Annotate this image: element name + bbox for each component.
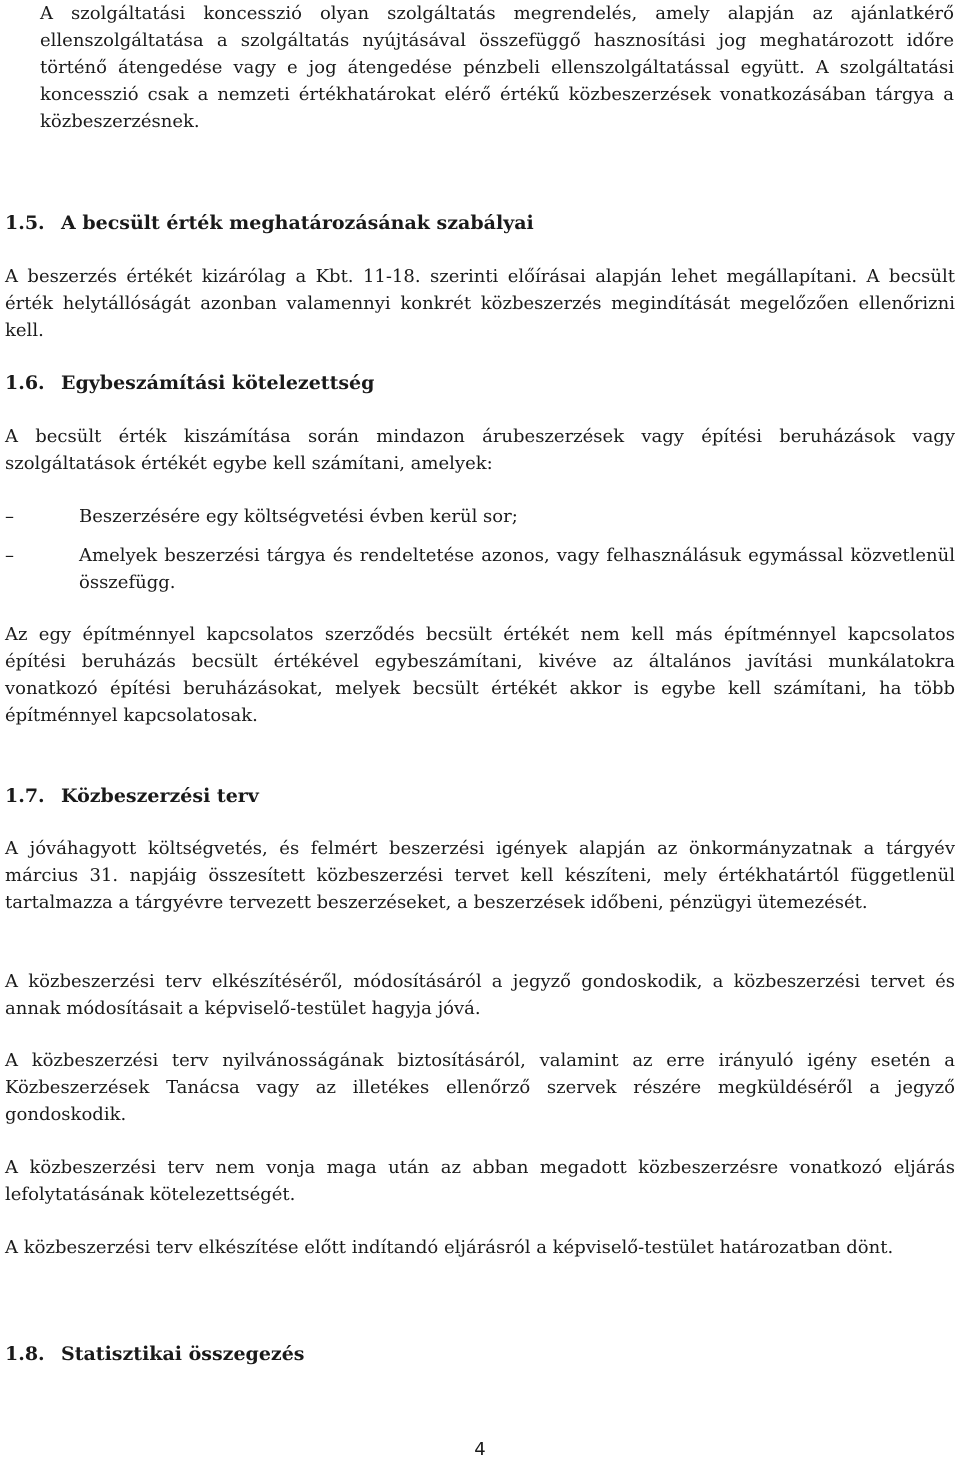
list-item (5, 503, 955, 530)
section-number: 1.6. (5, 372, 45, 394)
section-1-6-paragraph-2: Az egy építménnyel kapcsolatos szerződés becsült értékét nem kell más építménnyel kapcsolatos építési beruházás becsült értékével egybeszámítani, kivéve az általános javítási munkálatokra vonatkozó építési beruházásokat, melyek becsült értékét akkor is egybe kell számítani, ha több építménnyel kapcsolatosak. (5, 624, 955, 726)
section-1-5-paragraph: A beszerzés értékét kizárólag a Kbt. 11-18. szerinti előírásai alapján lehet megállapítani. A becsült érték helytállóságát azonban valamennyi konkrét közbeszerzés megindítását megelőzően ellenőrizni kell. (5, 266, 955, 341)
section-1-7-paragraph-1: A jóváhagyott költségvetés, és felmért beszerzési igények alapján az önkormányzatnak a tárgyév március 31. napjáig összesített közbeszerzési tervet kell készíteni, mely értékhatártól függetlenül tartalmazza a tárgyévre tervezett beszerzéseket, a beszerzések időbeni, pénzügyi ütemezését. (5, 838, 955, 913)
section-1-7-paragraph-5: A közbeszerzési terv elkészítése előtt indítandó eljárásról a képviselő-testület határozatban dönt. (5, 1237, 894, 1258)
section-title: Statisztikai összegezés (61, 1343, 305, 1365)
dash-bullet: – (5, 545, 14, 566)
section-1-8-heading (5, 1341, 304, 1368)
page-number: 4 (474, 1439, 486, 1460)
section-title: Közbeszerzési terv (61, 785, 259, 807)
section-1-7-paragraph-2: A közbeszerzési terv elkészítéséről, módosításáról a jegyző gondoskodik, a közbeszerzési tervet és annak módosításait a képviselő-testület hagyja jóvá. (5, 971, 955, 1019)
section-1-6-heading (5, 370, 374, 397)
section-number: 1.8. (5, 1343, 45, 1365)
section-1-7-paragraph-4: A közbeszerzési terv nem vonja maga után az abban megadott közbeszerzésre vonatkozó eljárás lefolytatásának kötelezettségét. (5, 1157, 955, 1205)
list-item (5, 542, 955, 596)
section-title: A becsült érték meghatározásának szabályai (61, 212, 534, 234)
section-title: Egybeszámítási kötelezettség (61, 372, 375, 394)
list-item-text: Amelyek beszerzési tárgya és rendeltetése azonos, vagy felhasználásuk egymással közvetlenül összefügg. (79, 545, 955, 593)
dash-bullet: – (5, 506, 14, 527)
section-number: 1.7. (5, 785, 45, 807)
section-1-5-heading (5, 210, 534, 237)
intro-paragraph: A szolgáltatási koncesszió olyan szolgáltatás megrendelés, amely alapján az ajánlatkérő ellenszolgáltatása a szolgáltatás nyújtásával összefüggő hasznosítási jog meghatározott időre történő átengedése vagy e jog átengedése pénzbeli ellenszolgáltatással együtt. A szolgáltatási koncesszió csak a nemzeti értékhatárokat elérő értékű közbeszerzések vonatkozásában tárgya a közbeszerzésnek. (40, 3, 954, 132)
section-number: 1.5. (5, 212, 45, 234)
section-1-7-heading (5, 783, 259, 810)
section-1-6-paragraph-1: A becsült érték kiszámítása során mindazon árubeszerzések vagy építési beruházások vagy szolgáltatások értékét egybe kell számítani, amelyek: (5, 426, 955, 474)
list-item-text: Beszerzésére egy költségvetési évben kerül sor; (79, 506, 518, 527)
section-1-7-paragraph-3: A közbeszerzési terv nyilvánosságának biztosításáról, valamint az erre irányuló igény esetén a Közbeszerzések Tanácsa vagy az illetékes ellenőrző szervek részére megküldéséről a jegyző gondoskodik. (5, 1050, 955, 1125)
